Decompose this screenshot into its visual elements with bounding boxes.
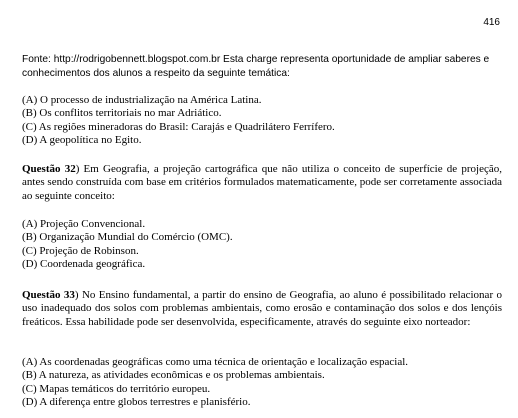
q31-options: [22, 94, 502, 148]
q31-option-a: (A) O processo de industrialização na América Latina.: [22, 94, 262, 106]
q33-options: [22, 356, 502, 410]
q31-option-b: (B) Os conflitos territoriais no mar Adriático.: [22, 107, 222, 120]
intro-line-1: Fonte: http://rodrigobennett.blogspot.com.br Esta charge representa oportunidade de ampliar saberes e: [22, 54, 490, 65]
source-intro: [22, 53, 500, 81]
q33-option-d: (D) A diferença entre globos terrestres e planisfério.: [22, 396, 251, 409]
q32-option-c: (C) Projeção de Robinson.: [22, 244, 139, 257]
q33-option-c: (C) Mapas temáticos do território europeu.: [22, 382, 211, 395]
q32-option-b: (B) Organização Mundial do Comércio (OMC).: [22, 231, 233, 244]
q33-option-a: (A) As coordenadas geográficas como uma técnica de orientação e localização espacial.: [22, 356, 409, 368]
question-32: [22, 163, 502, 203]
q33-option-b: (B) A natureza, as atividades econômicas e os problemas ambientais.: [22, 369, 325, 382]
q32-label: Questão 32: [22, 163, 76, 175]
q32-option-a: (A) Projeção Convencional.: [22, 218, 146, 230]
q33-label: Questão 33: [22, 289, 75, 301]
page-number: 416: [483, 17, 500, 28]
intro-line-2: conhecimentos dos alunos a respeito da seguinte temática:: [22, 68, 290, 79]
q32-text: ) Em Geografia, a projeção cartográfica que não utiliza o conceito de superfície de projeção, antes sendo construída com base em critérios formulados matematicamente, pode ser corretamente associada ao seguinte conceito:: [22, 163, 502, 202]
q31-option-c: (C) As regiões mineradoras do Brasil: Carajás e Quadrilátero Ferrífero.: [22, 120, 335, 133]
q32-stem: [22, 163, 502, 203]
question-33: [22, 289, 502, 329]
q33-stem: [22, 289, 502, 329]
q32-options: [22, 218, 502, 272]
q31-option-d: (D) A geopolítica no Egito.: [22, 134, 142, 147]
q32-option-d: (D) Coordenada geográfica.: [22, 258, 146, 271]
q33-text: ) No Ensino fundamental, a partir do ensino de Geografia, ao aluno é possibilitado relacionar o uso inadequado dos solos com problemas ambientais, como erosão e contaminação dos solos e dos lençóis freáticos. Essa habilidade pode ser desenvolvida, especificamente, através do seguinte eixo norteador:: [22, 289, 502, 328]
